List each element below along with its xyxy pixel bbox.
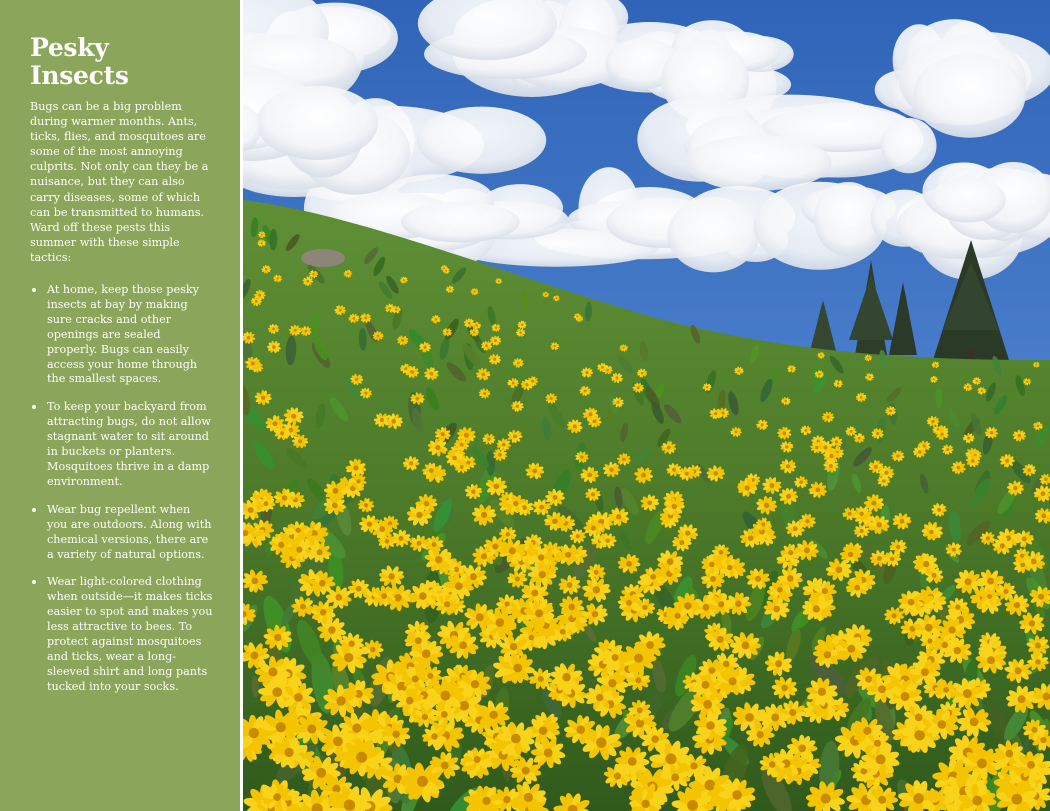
tip-item: To keep your backyard from attracting bugs, do not allow stagnant water to sit around in buckets or planters. Mosquitoes thrive in a damp environment. xyxy=(30,400,214,489)
rock xyxy=(301,249,345,267)
tip-item: At home, keep those pesky insects at bay by making sure cracks and other openings are sealed properly. Bugs can easily access your home through the smallest spaces. xyxy=(30,283,214,387)
page-title: Pesky Insects xyxy=(30,33,129,90)
sidebar xyxy=(0,0,240,811)
meadow-photo xyxy=(243,0,1050,811)
tip-item: Wear bug repellent when you are outdoors. Along with chemical versions, there are a variety of natural options. xyxy=(30,503,214,563)
tip-item: Wear light-colored clothing when outside—it makes ticks easier to spot and makes you less attractive to bees. To protect against mosquitoes and ticks, wear a long-sleeved shirt and long pants tucked into your socks. xyxy=(30,575,214,694)
intro-paragraph: Bugs can be a big problem during warmer months. Ants, ticks, flies, and mosquitoes are some of the most annoying culprits. Not only can they be a nuisance, but they can also carry diseases, some of which can be transmitted to humans. Ward off these pests this summer with these simple tactics: xyxy=(30,100,209,264)
tips-list xyxy=(30,283,214,695)
meadow-illustration xyxy=(243,0,1050,811)
